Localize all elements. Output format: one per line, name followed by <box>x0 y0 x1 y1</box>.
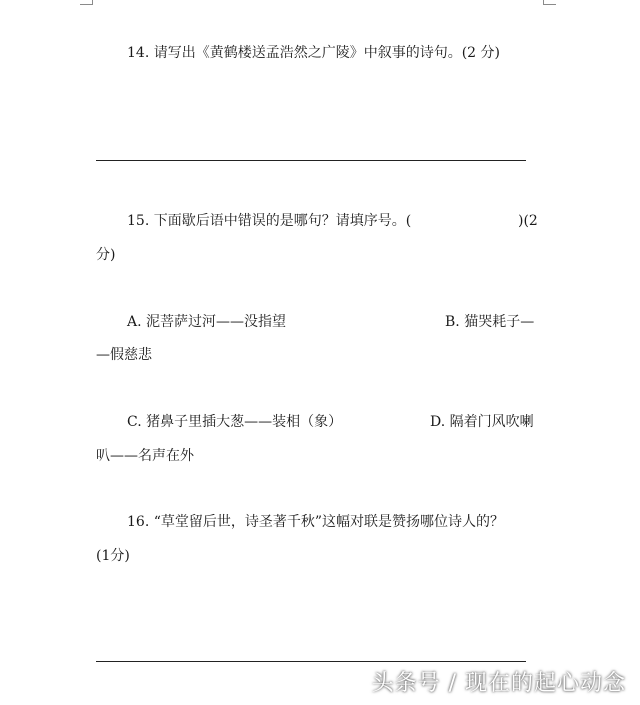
question-15-option-b: B. 猫哭耗子— <box>445 314 535 330</box>
question-16-answer-line <box>96 661 526 662</box>
question-15-option-a: A. 泥菩萨过河——没指望 <box>127 314 287 330</box>
question-15-option-b-continued: —假慈悲 <box>96 347 152 363</box>
question-14-answer-line <box>96 160 526 161</box>
question-15-text: 15. 下面歇后语中错误的是哪句？请填序号。( <box>127 213 412 229</box>
question-16-score: (1分) <box>96 548 130 564</box>
question-15-option-d: D. 隔着门风吹喇 <box>430 414 534 430</box>
question-14-text: 14. 请写出《黄鹤楼送孟浩然之广陵》中叙事的诗句。(2 分) <box>127 45 500 61</box>
question-15-score-open: )(2 <box>518 213 538 229</box>
question-15-score-close: 分) <box>96 247 116 263</box>
question-16-text: 16. “草堂留后世，诗圣著千秋”这幅对联是赞扬哪位诗人的？ <box>127 514 505 530</box>
question-15-option-c: C. 猪鼻子里插大葱——装相（象） <box>127 414 343 430</box>
page-corner-mark-left <box>80 0 93 5</box>
watermark-text: 头条号 / 现在的起心动念 <box>371 671 626 696</box>
question-15-option-d-continued: 叭——名声在外 <box>96 448 194 464</box>
page-corner-mark-right <box>543 0 556 5</box>
